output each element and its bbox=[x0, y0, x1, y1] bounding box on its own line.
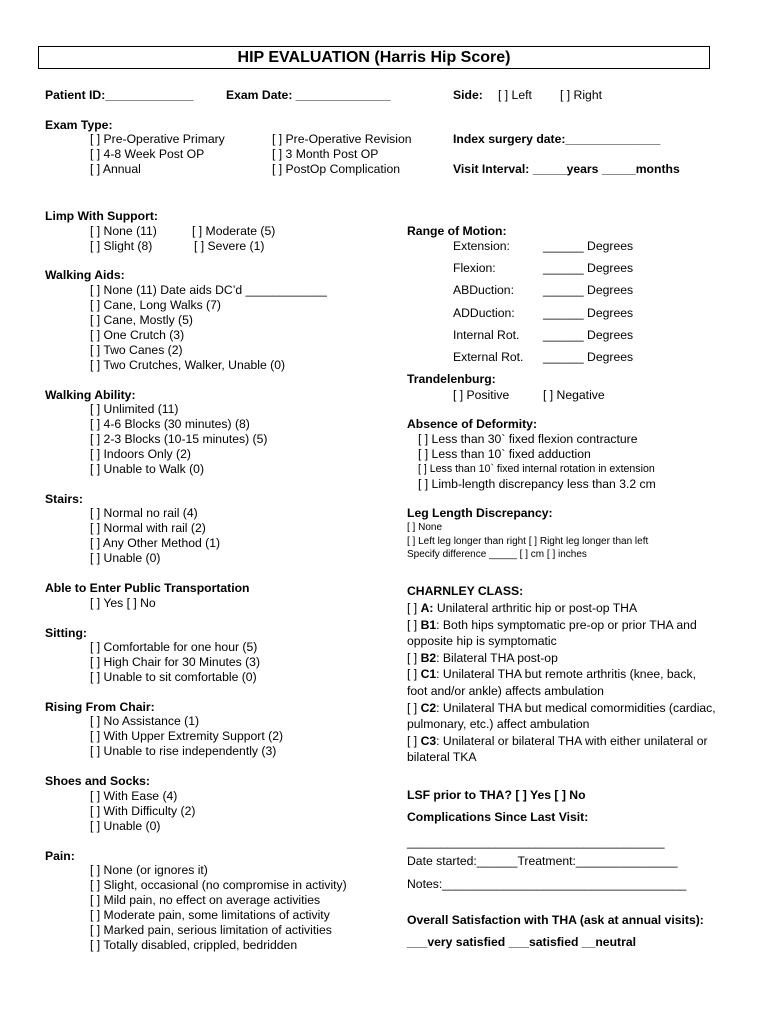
leg-length-side-options[interactable]: [ ] Left leg longer than right [ ] Right leg longer than left bbox=[407, 536, 649, 547]
limp-moderate-checkbox[interactable]: [ ] Moderate (5) bbox=[192, 224, 276, 238]
rom-flexion-label: Flexion: bbox=[453, 261, 496, 275]
charnley-label: CHARNLEY CLASS: bbox=[407, 584, 524, 598]
stairs-option[interactable]: [ ] Any Other Method (1) bbox=[90, 536, 221, 550]
transport-label: Able to Enter Public Transportation bbox=[45, 581, 250, 595]
exam-type-option[interactable]: [ ] 4-8 Week Post OP bbox=[90, 147, 205, 161]
walking-aids-option[interactable]: [ ] Two Canes (2) bbox=[90, 343, 183, 357]
rom-extension-label: Extension: bbox=[453, 239, 510, 253]
walking-ability-option[interactable]: [ ] 2-3 Blocks (10-15 minutes) (5) bbox=[90, 432, 268, 446]
sitting-option[interactable]: [ ] Comfortable for one hour (5) bbox=[90, 640, 258, 654]
walking-ability-label: Walking Ability: bbox=[45, 388, 136, 402]
stairs-option[interactable]: [ ] Normal with rail (2) bbox=[90, 521, 206, 535]
trendelenburg-label: Trandelenburg: bbox=[407, 372, 496, 386]
rom-internal-rot-field[interactable]: ______ Degrees bbox=[543, 328, 634, 342]
deformity-label: Absence of Deformity: bbox=[407, 417, 538, 431]
side-left-checkbox[interactable]: [ ] Left bbox=[498, 88, 532, 102]
rom-adduction-field[interactable]: ______ Degrees bbox=[543, 306, 634, 320]
rising-option[interactable]: [ ] With Upper Extremity Support (2) bbox=[90, 729, 284, 743]
exam-date-field[interactable]: Exam Date: ______________ bbox=[226, 88, 391, 102]
rom-external-rot-label: External Rot. bbox=[453, 350, 524, 364]
trendelenburg-negative-checkbox[interactable]: [ ] Negative bbox=[543, 388, 605, 402]
rom-label: Range of Motion: bbox=[407, 224, 507, 238]
charnley-class-a[interactable]: [ ] A: Unilateral arthritic hip or post-op THA bbox=[407, 601, 638, 615]
leg-length-specify-field[interactable]: Specify difference _____ [ ] cm [ ] inches bbox=[407, 549, 587, 560]
walking-ability-option[interactable]: [ ] Indoors Only (2) bbox=[90, 447, 191, 461]
deformity-option[interactable]: [ ] Less than 30` fixed flexion contracture bbox=[418, 432, 638, 446]
rising-option[interactable]: [ ] Unable to rise independently (3) bbox=[90, 744, 277, 758]
sitting-label: Sitting: bbox=[45, 626, 87, 640]
shoes-option[interactable]: [ ] With Difficulty (2) bbox=[90, 804, 196, 818]
rom-internal-rot-label: Internal Rot. bbox=[453, 328, 520, 342]
charnley-class-list bbox=[407, 600, 717, 766]
side-right-checkbox[interactable]: [ ] Right bbox=[560, 88, 602, 102]
walking-ability-option[interactable]: [ ] Unable to Walk (0) bbox=[90, 462, 205, 476]
limp-severe-checkbox[interactable]: [ ] Severe (1) bbox=[194, 239, 265, 253]
lsf-options[interactable]: LSF prior to THA? [ ] Yes [ ] No bbox=[407, 788, 586, 802]
walking-ability-option[interactable]: [ ] 4-6 Blocks (30 minutes) (8) bbox=[90, 417, 250, 431]
index-surgery-date-field[interactable]: Index surgery date:______________ bbox=[453, 132, 661, 146]
exam-type-option[interactable]: [ ] Pre-Operative Revision bbox=[272, 132, 412, 146]
patient-id-field[interactable]: Patient ID:_____________ bbox=[45, 88, 194, 102]
walking-aids-option[interactable]: [ ] Cane, Long Walks (7) bbox=[90, 298, 221, 312]
visit-interval-field[interactable]: Visit Interval: _____years _____months bbox=[453, 162, 680, 176]
trendelenburg-positive-checkbox[interactable]: [ ] Positive bbox=[453, 388, 510, 402]
charnley-class-c1[interactable]: [ ] C1: Unilateral THA but remote arthritis (knee, back, foot and/or ankle) affects ambulation bbox=[407, 667, 697, 698]
pain-option[interactable]: [ ] Mild pain, no effect on average activities bbox=[90, 893, 321, 907]
rising-label: Rising From Chair: bbox=[45, 700, 155, 714]
rom-abduction-label: ABDuction: bbox=[453, 283, 514, 297]
pain-option[interactable]: [ ] Moderate pain, some limitations of activity bbox=[90, 908, 330, 922]
exam-type-option[interactable]: [ ] Annual bbox=[90, 162, 141, 176]
charnley-class-c2[interactable]: [ ] C2: Unilateral THA but medical comormidities (cardiac, pulmonary, etc.) affect ambulation bbox=[407, 700, 716, 732]
pain-label: Pain: bbox=[45, 849, 75, 863]
complications-label: Complications Since Last Visit: bbox=[407, 810, 589, 824]
exam-type-option[interactable]: [ ] PostOp Complication bbox=[272, 162, 401, 176]
charnley-class-c3[interactable]: [ ] C3: Unilateral or bilateral THA with either unilateral or bilateral TKA bbox=[407, 733, 708, 765]
deformity-option[interactable]: [ ] Less than 10` fixed internal rotation in extension bbox=[418, 463, 655, 475]
satisfaction-label: Overall Satisfaction with THA (ask at annual visits): bbox=[407, 913, 704, 927]
pain-option[interactable]: [ ] Totally disabled, crippled, bedridden bbox=[90, 938, 298, 952]
date-treatment-field[interactable]: Date started:______Treatment:_______________ bbox=[407, 854, 678, 868]
rom-external-rot-field[interactable]: ______ Degrees bbox=[543, 350, 634, 364]
exam-type-label: Exam Type: bbox=[45, 118, 113, 132]
stairs-option[interactable]: [ ] Unable (0) bbox=[90, 551, 161, 565]
pain-option[interactable]: [ ] Slight, occasional (no compromise in activity) bbox=[90, 878, 347, 892]
walking-aids-option[interactable]: [ ] One Crutch (3) bbox=[90, 328, 185, 342]
walking-aids-option[interactable]: [ ] Two Crutches, Walker, Unable (0) bbox=[90, 358, 286, 372]
satisfaction-options[interactable]: ___very satisfied ___satisfied __neutral bbox=[407, 935, 636, 949]
shoes-label: Shoes and Socks: bbox=[45, 774, 150, 788]
complications-field[interactable]: ______________________________________ bbox=[407, 835, 665, 849]
deformity-option[interactable]: [ ] Less than 10` fixed adduction bbox=[418, 447, 591, 461]
rom-flexion-field[interactable]: ______ Degrees bbox=[543, 261, 634, 275]
pain-option[interactable]: [ ] None (or ignores it) bbox=[90, 863, 208, 877]
notes-field[interactable]: Notes:____________________________________ bbox=[407, 877, 687, 891]
limp-label: Limp With Support: bbox=[45, 209, 158, 223]
exam-type-option[interactable]: [ ] 3 Month Post OP bbox=[272, 147, 379, 161]
transport-options[interactable]: [ ] Yes [ ] No bbox=[90, 596, 156, 610]
rom-extension-field[interactable]: ______ Degrees bbox=[543, 239, 634, 253]
deformity-option[interactable]: [ ] Limb-length discrepancy less than 3.2 cm bbox=[418, 477, 656, 491]
limp-slight-checkbox[interactable]: [ ] Slight (8) bbox=[90, 239, 153, 253]
exam-type-option[interactable]: [ ] Pre-Operative Primary bbox=[90, 132, 225, 146]
shoes-option[interactable]: [ ] Unable (0) bbox=[90, 819, 161, 833]
sitting-option[interactable]: [ ] Unable to sit comfortable (0) bbox=[90, 670, 257, 684]
side-label: Side: bbox=[453, 88, 483, 102]
walking-aids-label: Walking Aids: bbox=[45, 268, 125, 282]
walking-ability-option[interactable]: [ ] Unlimited (11) bbox=[90, 402, 179, 416]
leg-length-none-checkbox[interactable]: [ ] None bbox=[407, 522, 443, 533]
charnley-class-b2[interactable]: [ ] B2: Bilateral THA post-op bbox=[407, 650, 558, 665]
rom-abduction-field[interactable]: ______ Degrees bbox=[543, 283, 634, 297]
pain-option[interactable]: [ ] Marked pain, serious limitation of activities bbox=[90, 923, 332, 937]
shoes-option[interactable]: [ ] With Ease (4) bbox=[90, 789, 178, 803]
stairs-option[interactable]: [ ] Normal no rail (4) bbox=[90, 506, 198, 520]
limp-none-checkbox[interactable]: [ ] None (11) bbox=[90, 224, 157, 238]
rom-adduction-label: ADDuction: bbox=[453, 306, 515, 320]
walking-aids-option[interactable]: [ ] Cane, Mostly (5) bbox=[90, 313, 193, 327]
sitting-option[interactable]: [ ] High Chair for 30 Minutes (3) bbox=[90, 655, 261, 669]
charnley-class-b1[interactable]: [ ] B1: Both hips symptomatic pre-op or prior THA and opposite hip is symptomatic bbox=[407, 617, 697, 649]
rising-option[interactable]: [ ] No Assistance (1) bbox=[90, 714, 200, 728]
leg-length-label: Leg Length Discrepancy: bbox=[407, 506, 553, 520]
stairs-label: Stairs: bbox=[45, 492, 83, 506]
page-title: HIP EVALUATION (Harris Hip Score) bbox=[38, 46, 710, 69]
walking-aids-option[interactable]: [ ] None (11) Date aids DC’d ____________ bbox=[90, 283, 327, 297]
